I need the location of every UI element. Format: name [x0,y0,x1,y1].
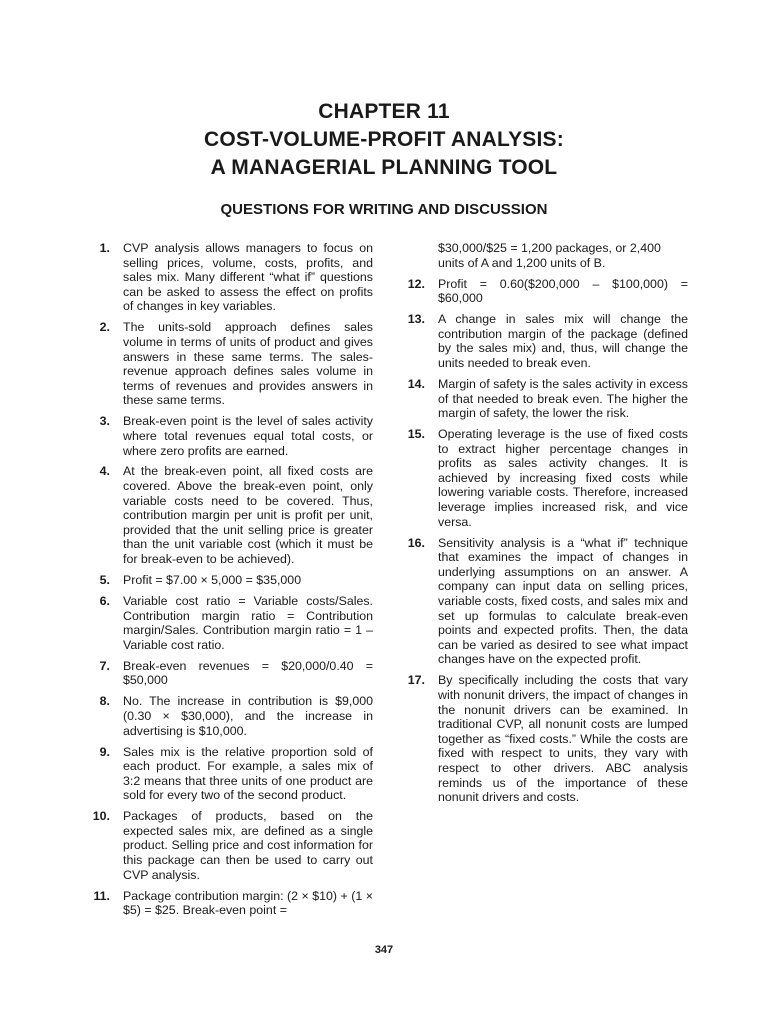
question-number: 13. [407,312,425,327]
question-number: 9. [99,744,110,759]
question-text: $30,000/$25 = 1,200 packages, or 2,400 units of A and 1,200 units of B. [438,241,661,270]
question-number: 16. [407,535,425,550]
question-number: 7. [99,658,110,673]
question-text: No. The increase in contribution is $9,000 (0.30 × $30,000), and the increase in advertising is $10,000. [123,694,373,738]
question-text: Operating leverage is the use of fixed costs to extract higher percentage changes in profits as sales activity changes. It is achieved by increasing fixed costs while lowering variable costs. Therefore, increased leverage implies increased risk, and vice versa. [438,427,688,529]
question-text: By specifically including the costs that vary with nonunit drivers, the impact of changes in the nonunit drivers can be examined. In traditional CVP, all nonunit costs are lumped together as “fixed costs.” While the costs are fixed with respect to units, they vary with respect to other drivers. ABC analysis reminds us of the importance of these nonunit drivers and costs. [438,673,688,805]
question-8 [90,694,373,738]
question-text: Break-even point is the level of sales activity where total revenues equal total costs, or where zero profits are earned. [123,414,373,458]
question-number: 1. [99,241,110,255]
question-number: 11. [93,888,110,903]
chapter-number: CHAPTER 11 [318,100,450,123]
question-number: 4. [99,464,110,479]
question-text: Profit = $7.00 × 5,000 = $35,000 [123,573,302,588]
question-11-continued [405,241,688,270]
question-1 [90,241,373,314]
question-4 [90,464,373,566]
question-14 [405,377,688,421]
question-number: 5. [99,573,110,588]
question-text: Margin of safety is the sales activity in excess of that needed to break even. The higher the margin of safety, the lower the risk. [438,376,688,421]
left-column [90,241,373,924]
question-text: Profit = 0.60($200,000 – $100,000) = $60,000 [438,276,688,306]
question-7 [90,659,373,688]
question-text: Variable cost ratio = Variable costs/Sales. Contribution margin ratio = Contribution margin/Sales. Contribution margin ratio = 1 – Variable cost ratio. [123,594,373,652]
question-text: Sensitivity analysis is a “what if” technique that examines the impact of changes in underlying assumptions on an answer. A company can input data on selling prices, variable costs, fixed costs, and sales mix and set up formulas to calculate break-even points and expected profits. Then, the data can be varied as desired to see what impact changes have on the expected profit. [438,535,688,667]
question-number: 3. [99,414,110,429]
question-10 [90,809,373,882]
question-number: 2. [99,320,110,335]
right-column [405,241,688,811]
question-number: 8. [99,694,110,709]
question-11 [90,889,373,918]
question-number: 6. [99,594,110,609]
chapter-title-line-1: COST-VOLUME-PROFIT ANALYSIS: [204,128,564,151]
question-number: 10. [92,809,110,824]
question-3 [90,414,373,458]
question-2 [90,320,373,408]
question-number: 14. [407,376,425,391]
question-text: Packages of products, based on the expected sales mix, are defined as a single product. Selling price and cost information for this package can then be used to carry out CVP analysis. [123,809,373,882]
question-number: 12. [407,276,425,291]
question-text: Break-even revenues = $20,000/0.40 = $50,000 [123,658,373,688]
question-text: Package contribution margin: (2 × $10) + (1 × $5) = $25. Break-even point = [123,888,373,918]
question-text: At the break-even point, all fixed costs are covered. Above the break-even point, only variable costs need to be covered. Thus, contribution margin per unit is profit per unit, provided that the unit selling price is greater than the unit variable cost (which it must be for break-even to be achieved). [123,464,373,567]
question-13 [405,312,688,370]
question-number: 15. [407,427,425,442]
question-text: CVP analysis allows managers to focus on selling prices, volume, costs, profits, and sales mix. Many different “what if” questions can be asked to assess the effect on profits of changes in key variables. [123,241,373,314]
page-number: 347 [374,944,394,956]
chapter-title-line-2: A MANAGERIAL PLANNING TOOL [210,156,558,179]
question-number: 17. [407,673,425,688]
question-17 [405,673,688,804]
question-9 [90,745,373,803]
question-12 [405,277,688,306]
question-text: The units-sold approach defines sales volume in terms of units of product and gives answers in these same terms. The sales-revenue approach defines sales volume in terms of revenues and provides answers in these same terms. [123,320,373,408]
question-5 [90,573,373,588]
question-16 [405,536,688,667]
question-text: A change in sales mix will change the contribution margin of the package (defined by the sales mix) and, thus, will change the units needed to break even. [438,312,688,370]
question-text: Sales mix is the relative proportion sold of each product. For example, a sales mix of 3:2 means that three units of one product are sold for every two of the second product. [123,744,373,803]
section-heading: QUESTIONS FOR WRITING AND DISCUSSION [220,201,548,218]
question-15 [405,427,688,529]
question-6 [90,594,373,652]
